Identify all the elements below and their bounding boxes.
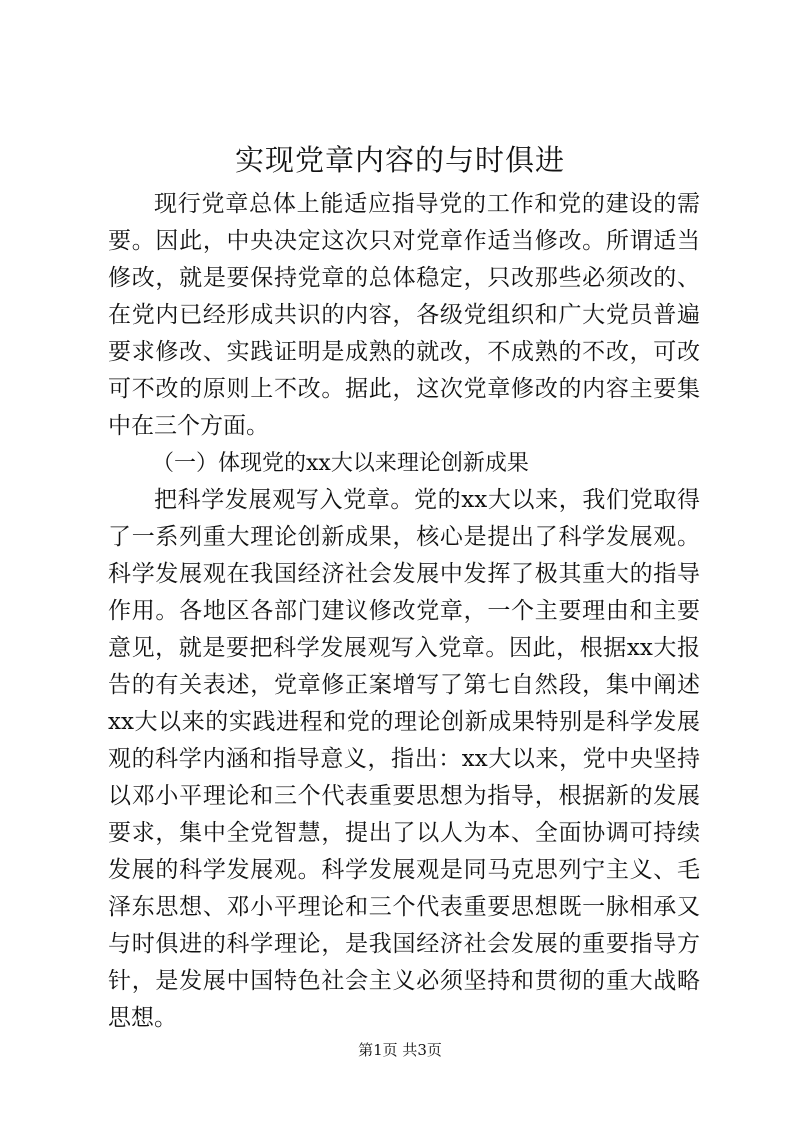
paragraph-intro: 现行党章总体上能适应指导党的工作和党的建设的需要。因此，中央决定这次只对党章作适当修改。所谓适当修改，就是要保持党章的总体稳定，只改那些必须改的、在党内已经形成共识的内容，各级党组织和广大党员普遍要求修改、实践证明是成熟的就改，不成熟的不改，可改可不改的原则上不改。据此，这次党章修改的内容主要集中在三个方面。 bbox=[108, 191, 700, 439]
section-heading: （一）体现党的xx大以来理论创新成果 bbox=[152, 451, 529, 476]
document-title: 实现党章内容的与时俱进 bbox=[234, 143, 565, 177]
paragraph-scientific-outlook: 把科学发展观写入党章。党的xx大以来，我们党取得了一系列重大理论创新成果，核心是提出了科学发展观。科学发展观在我国经济社会发展中发挥了极其重大的指导作用。各地区各部门建议修改党章，一个主要理由和主要意见，就是要把科学发展观写入党章。因此，根据xx大报告的有关表述，党章修正案增写了第七自然段，集中阐述xx大以来的实践进程和党的理论创新成果特别是科学发展观的科学内涵和指导意义，指出：xx大以来，党中央坚持以邓小平理论和三个代表重要思想为指导，根据新的发展要求，集中全党智慧，提出了以人为本、全面协调可持续发展的科学发展观。科学发展观是同马克思列宁主义、毛泽东思想、邓小平理论和三个代表重要思想既一脉相承又与时俱进的科学理论，是我国经济社会发展的重要指导方针，是发展中国特色社会主义必须坚持和贯彻的重大战略思想。 bbox=[108, 487, 700, 1031]
document-body bbox=[108, 186, 700, 1037]
page-footer: 第1页 共3页 bbox=[358, 1041, 442, 1059]
